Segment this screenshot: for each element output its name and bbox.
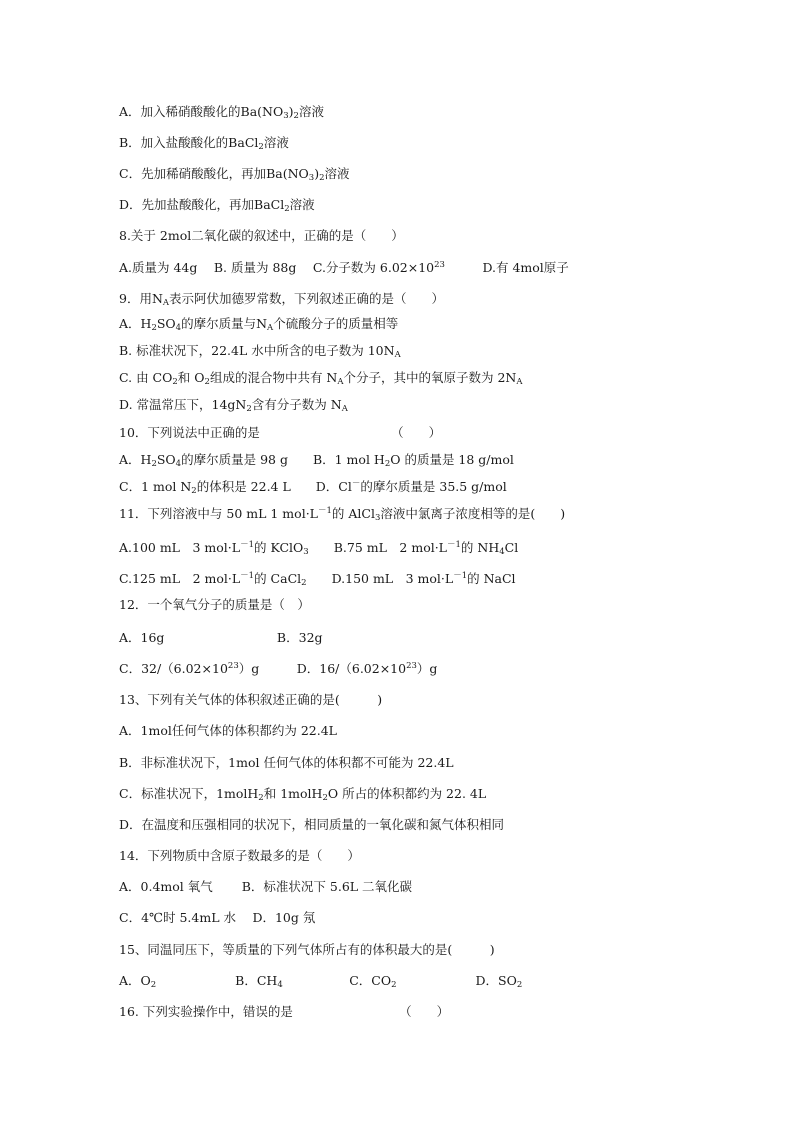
question-line (119, 452, 514, 468)
text-segment: A．H (119, 452, 152, 467)
text-segment: 含有分子数为 N (251, 397, 342, 412)
superscript: －1 (453, 571, 468, 581)
text-segment: D．SO (396, 973, 517, 988)
superscript: － (351, 479, 361, 489)
text-segment: C．4℃时 5.4mL 水 D．10g 氖 (119, 910, 316, 925)
text-segment: 15、同温同压下，等质量的下列气体所占有的体积最大的是( ) (119, 942, 495, 957)
subscript: A (162, 298, 170, 308)
text-segment: 13、下列有关气体的体积叙述正确的是( ) (119, 692, 383, 707)
question-line (119, 692, 382, 708)
text-segment: B. 标准状况下，22.4L 水中所含的电子数为 10N (119, 343, 395, 358)
text-segment: ）g D．16/（6.02×10 (238, 661, 407, 676)
question-line (119, 848, 360, 864)
subscript: 3 (303, 547, 309, 557)
superscript: 23 (227, 661, 239, 671)
subscript: 3 (374, 513, 381, 523)
text-segment: C．CO (282, 973, 392, 988)
question-line (119, 723, 337, 739)
question-line (119, 479, 507, 495)
text-segment: A.质量为 44g B. 质量为 88g C.分子数为 6.02×10 (119, 260, 435, 275)
text-segment: D. 常温常压下，14gN (119, 397, 247, 412)
subscript: 2 (258, 142, 264, 152)
text-segment: D.150 mL 3 mol·L (306, 571, 454, 586)
text-segment: C．标准状况下，1molH (119, 786, 259, 801)
text-segment: D．先加盐酸酸化，再加BaCl (119, 197, 285, 212)
text-segment: B．非标准状况下，1mol 任何气体的体积都不可能为 22.4L (119, 755, 454, 770)
text-segment: A．加入稀硝酸酸化的Ba(NO (119, 104, 284, 119)
subscript: A (337, 377, 344, 387)
question-line (119, 597, 310, 613)
text-segment: A.100 mL 3 mol·L (119, 540, 241, 555)
question-line (119, 197, 315, 213)
subscript: A (267, 323, 274, 333)
subscript: 2 (151, 459, 157, 469)
question-line (119, 786, 486, 802)
text-segment: 个分子，其中的氧原子数为 2N (343, 370, 517, 385)
question-line (119, 910, 315, 926)
text-segment: 溶液 (324, 166, 350, 181)
subscript: A (341, 404, 348, 414)
superscript: 23 (434, 260, 445, 270)
question-line (119, 291, 444, 307)
text-segment: C.125 mL 2 mol·L (119, 571, 241, 586)
question-line (119, 1004, 449, 1020)
superscript: 23 (406, 661, 417, 671)
text-segment: B．加入盐酸酸化的BaCl (119, 135, 259, 150)
text-segment: 的摩尔质量是 35.5 g/mol (360, 479, 507, 494)
text-segment: 11．下列溶液中与 50 mL 1 mol·L (119, 506, 318, 521)
question-line (119, 343, 401, 359)
text-segment: B.75 mL 2 mol·L (308, 540, 447, 555)
subscript: 2 (172, 377, 178, 387)
text-segment: O 所占的体积都约为 22. 4L (327, 786, 487, 801)
question-line (119, 942, 495, 958)
text-segment: A．H (119, 316, 152, 331)
subscript: 4 (499, 547, 505, 557)
question-line (119, 316, 398, 332)
question-line (119, 260, 569, 276)
text-segment: 的 NH (460, 540, 500, 555)
text-segment: 9．用N (119, 291, 163, 306)
question-line (119, 506, 565, 522)
text-segment: D．在温度和压强相同的状况下，相同质量的一氧化碳和氮气体积相同 (119, 817, 505, 832)
subscript: 2 (284, 204, 290, 214)
question-line (119, 973, 522, 989)
question-line (119, 630, 323, 646)
question-line (119, 571, 516, 587)
text-segment: A．O (119, 973, 151, 988)
subscript: 2 (204, 377, 210, 387)
text-segment: 组成的混合物中共有 N (209, 370, 338, 385)
subscript: A (394, 350, 401, 360)
subscript: 2 (151, 323, 157, 333)
superscript: －1 (240, 571, 255, 581)
subscript: 4 (175, 323, 182, 333)
subscript: 2 (391, 980, 397, 990)
text-segment: A．1mol任何气体的体积都约为 22.4L (119, 723, 337, 738)
text-segment: C. 由 CO (119, 370, 173, 385)
subscript: 2 (293, 111, 299, 121)
subscript: 4 (175, 459, 182, 469)
text-segment: 的体积是 22.4 L D．Cl (196, 479, 352, 494)
text-segment: 和 1molH (263, 786, 323, 801)
text-segment: 的 KClO (254, 540, 304, 555)
text-segment: C．32/（6.02×10 (119, 661, 228, 676)
question-line (119, 228, 404, 244)
text-segment: 和 O (177, 370, 205, 385)
text-segment: 溶液 (289, 197, 315, 212)
text-segment: 16. 下列实验操作中，错误的是 （ ） (119, 1004, 450, 1019)
subscript: 2 (191, 486, 197, 496)
subscript: 3 (283, 111, 289, 121)
text-segment: A．16g B．32g (119, 630, 323, 645)
text-segment: 溶液中氯离子浓度相等的是( ) (380, 506, 566, 521)
subscript: 2 (150, 980, 157, 990)
subscript: 2 (258, 793, 264, 803)
text-segment: ) (314, 166, 320, 181)
subscript: 2 (516, 980, 523, 990)
text-segment: B．CH (156, 973, 278, 988)
text-segment: 10．下列说法中正确的是 （ ） (119, 425, 442, 440)
text-segment: 溶液 (263, 135, 289, 150)
text-segment: D.有 4mol原子 (444, 260, 569, 275)
superscript: －1 (317, 506, 332, 516)
subscript: 3 (308, 173, 315, 183)
text-segment: SO (156, 316, 176, 331)
superscript: －1 (240, 540, 254, 550)
text-segment: 的 AlCl (331, 506, 375, 521)
question-line (119, 661, 437, 677)
text-segment: 的 CaCl (254, 571, 302, 586)
question-line (119, 425, 441, 441)
text-segment: 个硫酸分子的质量相等 (273, 316, 399, 331)
superscript: －1 (447, 540, 461, 550)
subscript: 2 (246, 404, 252, 414)
subscript: 2 (322, 793, 328, 803)
question-line (119, 135, 289, 151)
question-line (119, 166, 350, 182)
text-segment: 14．下列物质中含原子数最多的是（ ） (119, 848, 360, 863)
question-line (119, 370, 523, 386)
subscript: 2 (319, 173, 325, 183)
text-segment: 的摩尔质量与N (181, 316, 268, 331)
subscript: 2 (384, 459, 391, 469)
subscript: 2 (301, 578, 307, 588)
question-line (119, 817, 504, 833)
text-segment: C．先加稀硝酸酸化，再加Ba(NO (119, 166, 309, 181)
text-segment: 8.关于 2mol二氧化碳的叙述中，正确的是（ ） (119, 228, 404, 243)
text-segment: ) (288, 104, 294, 119)
subscript: A (516, 377, 523, 387)
text-segment: A．0.4mol 氧气 B．标准状况下 5.6L 二氧化碳 (119, 879, 413, 894)
text-segment: C．1 mol N (119, 479, 192, 494)
text-segment: ）g (416, 661, 438, 676)
text-segment: 的摩尔质量是 98 g B．1 mol H (181, 452, 385, 467)
question-line (119, 104, 324, 120)
text-segment: Cl (504, 540, 519, 555)
text-segment: 12．一个氧气分子的质量是（ ） (119, 597, 310, 612)
question-line (119, 540, 518, 556)
question-line (119, 397, 348, 413)
subscript: 4 (277, 980, 283, 990)
text-segment: O 的质量是 18 g/mol (390, 452, 514, 467)
question-line (119, 879, 412, 895)
text-segment: 溶液 (298, 104, 324, 119)
question-line (119, 755, 454, 771)
text-segment: 表示阿伏加德罗常数，下列叙述正确的是（ ） (169, 291, 445, 306)
text-segment: 的 NaCl (467, 571, 516, 586)
text-segment: SO (156, 452, 176, 467)
